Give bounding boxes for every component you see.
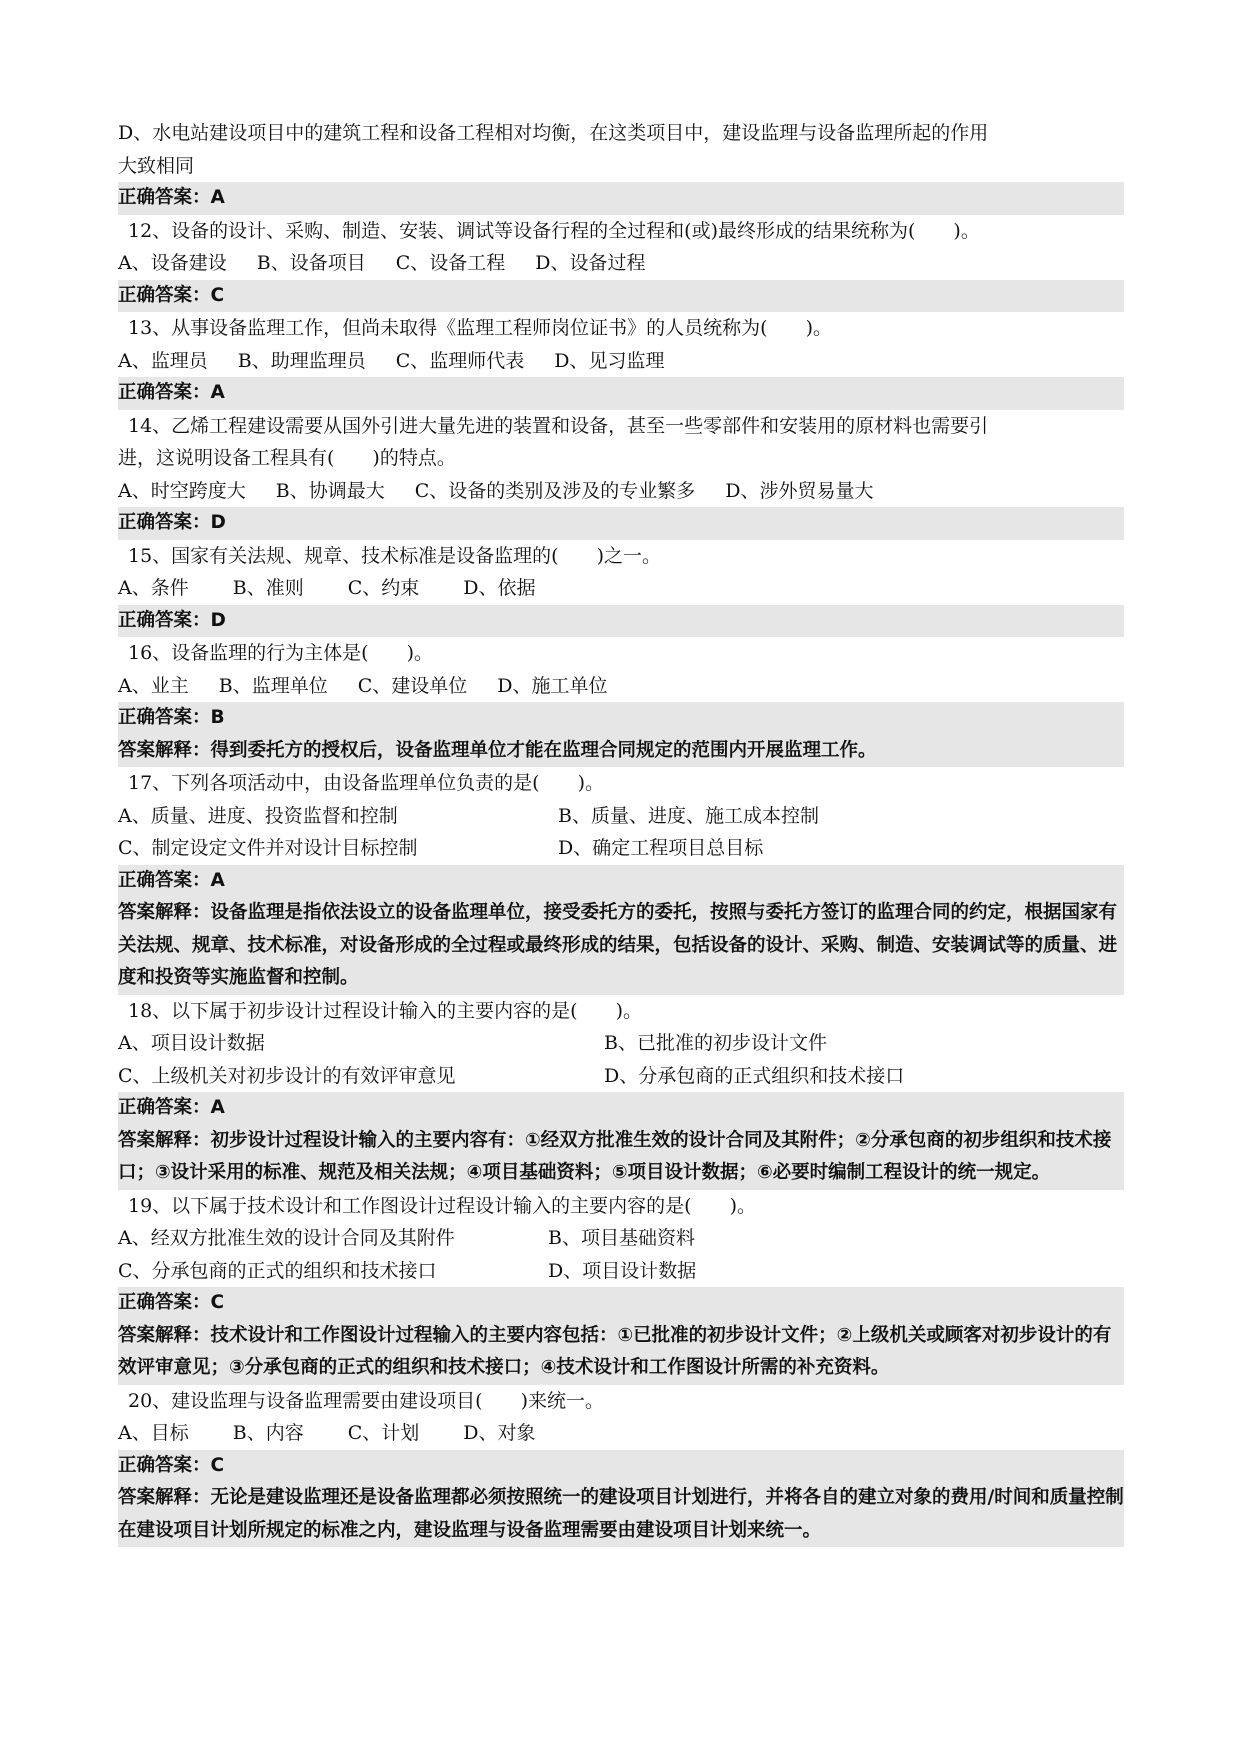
question-17-options [118,800,1124,865]
option-a: A、条件 [118,577,189,599]
question-17-stem: 17、下列各项活动中，由设备监理单位负责的是( )。 [128,772,605,794]
option-b: B、内容 [232,1422,304,1444]
option-d-line1: D、水电站建设项目中的建筑工程和设备工程相对均衡，在这类项目中，建设监理与设备监理所起的作用 [118,122,989,144]
question-14-options [118,475,1124,508]
option-b: B、协调最大 [275,479,385,502]
question-16-explanation: 答案解释：得到委托方的授权后，设备监理单位才能在监理合同规定的范围内开展监理工作。 [118,735,1124,768]
question-19-stem: 19、以下属于技术设计和工作图设计过程设计输入的主要内容的是( )。 [128,1194,757,1217]
question-19-answer: 正确答案：C [118,1287,1124,1320]
option-c: C、分承包商的正式的组织和技术接口 [118,1259,437,1282]
question-18-explanation: 答案解释：初步设计过程设计输入的主要内容有：①经双方批准生效的设计合同及其附件；②分承包商的初步组织和技术接口；③设计采用的标准、规范及相关法规；④项目基础资料；⑤项目设计数据；⑥必要时编制工程设计的统一规定。 [118,1125,1124,1190]
question-19-options [118,1222,1124,1287]
option-b: B、助理监理员 [237,349,366,372]
question-16-stem: 16、设备监理的行为主体是( )。 [128,642,434,664]
option-a: A、监理员 [118,349,208,372]
question-12-options [118,247,1124,280]
option-d: D、依据 [463,577,536,599]
question-14-stem-line2: 进，这说明设备工程具有( )的特点。 [118,447,456,469]
option-a: A、质量、进度、投资监督和控制 [118,804,398,827]
option-a: A、目标 [118,1422,189,1444]
question-17-explanation: 答案解释：设备监理是指依法设立的设备监理单位，接受委托方的委托，按照与委托方签订的监理合同的约定，根据国家有关法规、规章、技术标准，对设备形成的全过程或最终形成的结果，包括设备的设计、采购、制造、安装调试等的质量、进度和投资等实施监督和控制。 [118,897,1124,995]
question-14-stem-line1: 14、乙烯工程建设需要从国外引进大量先进的装置和设备，甚至一些零部件和安装用的原材料也需要引 [128,414,989,437]
option-d-line2: 大致相同 [118,154,195,177]
option-a: A、业主 [118,674,189,697]
option-c: C、设备工程 [395,252,506,274]
option-d: D、分承包商的正式组织和技术接口 [604,1064,905,1087]
option-d: D、项目设计数据 [548,1259,697,1282]
option-c: C、约束 [347,577,420,599]
question-20-stem: 20、建设监理与设备监理需要由建设项目( )来统一。 [128,1389,605,1412]
question-13-stem: 13、从事设备监理工作，但尚未取得《监理工程师岗位证书》的人员统称为( )。 [128,317,833,339]
option-d: D、见习监理 [554,349,665,372]
option-a: A、项目设计数据 [118,1032,265,1054]
question-13-options [118,345,1124,378]
option-c: C、监理师代表 [395,349,525,372]
option-b: B、监理单位 [218,674,328,697]
question-15-options [118,572,1124,605]
option-c: C、设备的类别及涉及的专业繁多 [414,479,696,502]
option-b: B、设备项目 [256,252,366,274]
question-20-answer: 正确答案：C [118,1450,1124,1483]
option-a: A、设备建设 [118,252,227,274]
option-a: A、经双方批准生效的设计合同及其附件 [118,1227,455,1249]
option-b: B、项目基础资料 [548,1227,695,1249]
question-13-answer: 正确答案：A [118,377,1124,410]
question-15-answer: 正确答案：D [118,605,1124,638]
question-12-stem: 12、设备的设计、采购、制造、安装、调试等设备行程的全过程和(或)最终形成的结果统称为( )。 [128,219,980,242]
document-page [118,117,1124,1547]
question-19-explanation: 答案解释：技术设计和工作图设计过程输入的主要内容包括：①已批准的初步设计文件；②上级机关或顾客对初步设计的有效评审意见；③分承包商的正式的组织和技术接口；④技术设计和工作图设计所需的补充资料。 [118,1320,1124,1385]
option-d: D、施工单位 [497,674,608,697]
question-17-answer: 正确答案：A [118,865,1124,898]
option-d: D、设备过程 [535,252,646,274]
option-b: B、质量、进度、施工成本控制 [558,804,819,827]
option-d: D、确定工程项目总目标 [558,837,764,859]
option-a: A、时空跨度大 [118,479,246,502]
question-15-stem: 15、国家有关法规、规章、技术标准是设备监理的( )之一。 [128,544,662,567]
answer-line: 正确答案：A [118,182,1124,215]
question-18-stem: 18、以下属于初步设计过程设计输入的主要内容的是( )。 [128,999,643,1022]
question-16-options [118,670,1124,703]
question-18-answer: 正确答案：A [118,1092,1124,1125]
option-c: C、计划 [347,1422,420,1444]
question-18-options [118,1027,1124,1092]
question-12-answer: 正确答案：C [118,280,1124,313]
option-d: D、对象 [463,1422,536,1444]
option-c: C、建设单位 [357,674,468,697]
question-16-answer: 正确答案：B [118,702,1124,735]
question-20-explanation: 答案解释：无论是建设监理还是设备监理都必须按照统一的建设项目计划进行，并将各自的建立对象的费用/时间和质量控制在建设项目计划所规定的标准之内，建设监理与设备监理需要由建设项目计划来统一。 [118,1482,1124,1547]
option-b: B、已批准的初步设计文件 [604,1032,827,1054]
option-c: C、上级机关对初步设计的有效评审意见 [118,1064,456,1087]
option-c: C、制定设定文件并对设计目标控制 [118,837,418,859]
option-d: D、涉外贸易量大 [725,479,874,502]
option-b: B、准则 [232,577,304,599]
question-14-answer: 正确答案：D [118,507,1124,540]
question-20-options [118,1417,1124,1450]
